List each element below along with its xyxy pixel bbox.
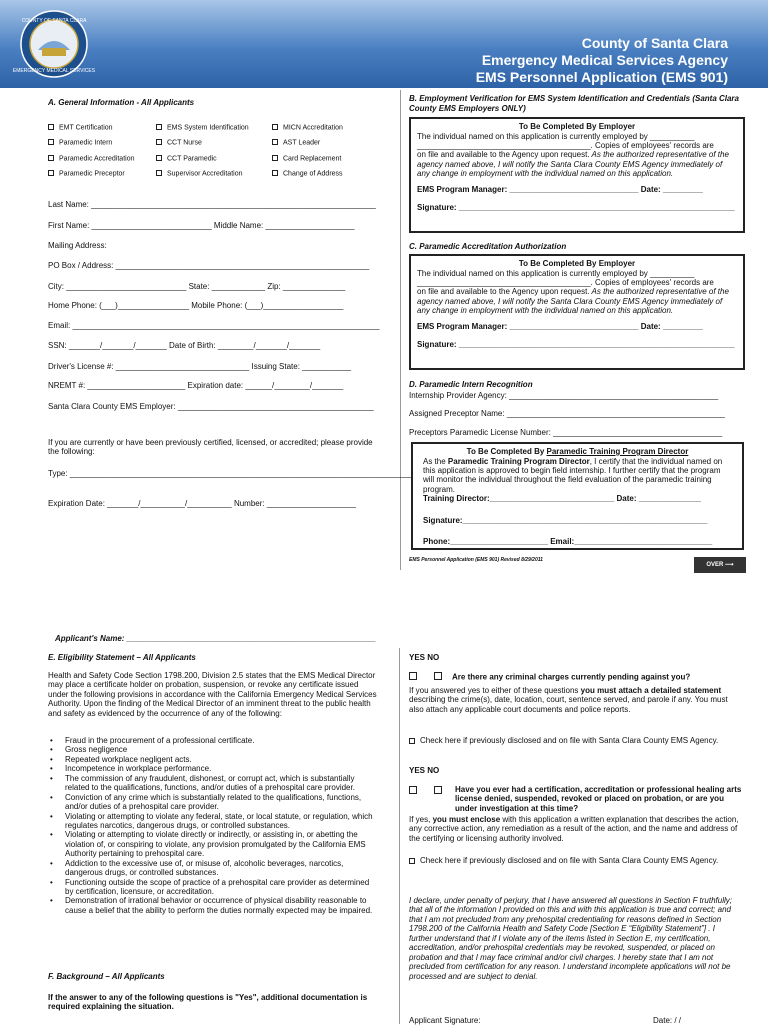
eligibility-list [48,736,378,915]
agency-name: Emergency Medical Services Agency [481,52,728,68]
checkbox[interactable] [156,155,162,161]
box-title: To Be Completed By Employer [518,259,636,268]
svg-text:EMERGENCY MEDICAL SERVICES: EMERGENCY MEDICAL SERVICES [12,68,96,74]
check-card-replacement[interactable]: Card Replacement [272,155,341,164]
signature-field[interactable]: Signature: ______________________________________________________________ [417,340,735,350]
mailing-address-label: Mailing Address: [48,241,107,250]
drivers-license-field[interactable]: Driver's License #: ______________________________ Issuing State: ___________ [48,362,352,371]
check-cct-nurse[interactable]: CCT Nurse [156,139,202,148]
list-item: • Repeated workplace negligent acts. [48,755,378,764]
yes-no-header-2: YES NO [409,766,440,775]
training-director-field[interactable]: Training Director:____________________________ Date: ______________ [423,494,701,504]
q2-text-c: with this application a written explanation that describes the action, any corrective action, any remediation as a result of the action, and the name and address of the certifying or licensing authority involved. [409,815,739,843]
checkbox[interactable] [156,139,162,145]
county-seal-logo [12,10,96,78]
no-checkbox[interactable] [434,672,442,680]
box-title-role: Paramedic Training Program Director [546,447,689,456]
phone-field[interactable]: Home Phone: (___)________________ Mobile Phone: (___)__________________ [48,301,344,310]
director-text-a: As the [423,456,448,466]
section-c-title: C. Paramedic Accreditation Authorization [409,242,567,251]
applicant-signature-field[interactable]: Applicant Signature: [409,1016,481,1025]
yes-checkbox[interactable] [409,672,417,680]
q1-text-a: If you answered yes to either of these questions [409,686,581,695]
q2-text-a: If yes, [409,815,433,824]
applicant-name-field[interactable]: Applicant's Name: ________________________________________________________ [55,634,376,643]
disclosed-checkbox-row-1[interactable] [409,736,739,745]
type-field[interactable]: Type: _____________________________________________________________________________ [48,469,413,478]
question-2-instructions [409,815,739,843]
over-arrow-button[interactable]: OVER ⟶ [694,557,746,573]
section-e-title: E. Eligibility Statement – All Applicants [48,653,196,662]
program-manager-field[interactable]: EMS Program Manager: _____________________________ Date: _________ [417,184,703,194]
city-state-zip-field[interactable]: City: ___________________________ State: ____________ Zip: ______________ [48,282,346,291]
check-change-of-address[interactable]: Change of Address [272,170,343,179]
box-title: To Be Completed By Employer [518,122,636,131]
q1-text-c: describing the crime(s), date, location, court, sentence served, and parole if any. You must also attach any applicable court documents and police reports. [409,695,728,714]
checkbox[interactable] [272,170,278,176]
list-item: • Gross negligence [48,745,378,754]
q1-text-b: you must attach a detailed statement [580,686,722,695]
checkbox[interactable] [272,155,278,161]
checkbox[interactable] [48,124,54,130]
list-item: • Addiction to the excessive use of, or misuse of, alcoholic beverages, narcotics, dangerous drugs, or controlled substances. [48,859,378,878]
checkbox[interactable] [156,170,162,176]
form-title: EMS Personnel Application (EMS 901) [475,69,728,85]
list-item: • Fraud in the procurement of a professional certificate. [48,736,378,745]
yes-checkbox[interactable] [409,786,417,794]
section-b-title: B. Employment Verification for EMS System Identification and Credentials (Santa Clara County EMS Employers ONLY) [409,94,739,113]
director-signature-field[interactable]: Signature:_______________________________________________________ [423,515,708,525]
header-banner [0,0,768,88]
column-divider-2 [399,648,400,1024]
director-text-c: , I certify that the individual named on this application is approved to begin field internship. I further certify that the program will monitor the individual throughout the field evaluation of the paramedic training program. [423,456,723,494]
signature-date-field[interactable]: Date: / / [653,1016,682,1025]
disclosed-text: Check here if previously disclosed and on file with Santa Clara County EMS Agency. [420,856,719,865]
preceptor-license-field[interactable]: Preceptors Paramedic License Number: ______________________________________ [409,428,723,437]
check-paramedic-intern[interactable]: Paramedic Intern [48,139,112,148]
checkbox[interactable] [272,139,278,145]
director-phone-email-field[interactable]: Phone:______________________ Email:_______________________________ [423,537,713,547]
employer-line-1[interactable]: The individual named on this application is currently employed by __________ [417,268,695,278]
paramedic-accreditation-box [409,254,745,370]
list-item: • The commission of any fraudulent, dishonest, or corrupt act, which is substantially related to the qualifications, functions, and/or duties of a prehospital care provider. [48,774,378,793]
po-box-field[interactable]: PO Box / Address: _________________________________________________________ [48,261,370,270]
checkbox[interactable] [48,139,54,145]
box-title [413,447,742,457]
assigned-preceptor-field[interactable]: Assigned Preceptor Name: _________________________________________________ [409,409,725,418]
records-statement: on file and available to the Agency upon request. [417,287,590,297]
first-middle-name-field[interactable]: First Name: ___________________________ Middle Name: ____________________ [48,221,355,230]
question-1-text: Are there any criminal charges currently pending against you? [452,672,691,682]
checkbox[interactable] [48,170,54,176]
check-emt[interactable]: EMT Certification [48,124,113,133]
email-field[interactable]: Email: _____________________________________________________________________ [48,321,380,330]
employer-line-2[interactable]: _______________________________________. Copies of employees' records are [417,278,714,288]
employer-line-1[interactable]: The individual named on this application is currently employed by __________ [417,131,695,141]
checkbox[interactable] [409,738,415,744]
q2-text-b: you must enclose [432,815,501,824]
question-1-row [409,672,745,682]
check-ems-system-id[interactable]: EMS System Identification [156,124,249,133]
program-manager-field[interactable]: EMS Program Manager: _____________________________ Date: _________ [417,321,703,331]
employer-field[interactable]: Santa Clara County EMS Employer: ____________________________________________ [48,402,374,411]
box-title-prefix: To Be Completed By [466,447,547,456]
list-item: • Functioning outside the scope of practice of a prehospital care provider as determined by certification, licensure, or accreditation. [48,878,378,897]
authorized-rep-statement: As the authorized representative of the agency named above, I will notify the Santa Clara County EMS Agency immediately of any change in employment with the individual named on this application. [417,150,729,179]
eligibility-intro: Health and Safety Code Section 1798.200, Division 2.5 states that the EMS Medical Director may place a certificate holder on probation, suspension, or revoke any certificate issued under the following provisions in accordance with the California Emergency Medical Services Authority. Upon the finding of the Medical Director of an imminent threat to the public health and safety as evidenced by the occurrence of any of the following: [48,671,377,718]
list-item: • Conviction of any crime which is substantially related to the qualifications, functions, and/or duties of a prehospital care provider. [48,793,378,812]
nremt-field[interactable]: NREMT #: ______________________ Expiration date: ______/________/_______ [48,381,344,390]
list-item: • Incompetence in workplace performance. [48,764,378,773]
declaration-text: I declare, under penalty of perjury, that I have answered all questions in Section F truthfully; that all of the information I provided on this and with this application is true and correct; and that I am not precluded from any prehospital credentialing for reasons defined in Section 1798.200 of the California Health and Safety Code [Section E “Eligibility Statement”] . I further understand that if I violate any of the items listed in Section E, my certification, accreditation, and/or prehospital credentials may be revoked, suspended, or placed on probation and that I may face criminal and/or civil charges. I hereby state that I am not precluded from certification for any reason. I understand incomplete applications will not be processed and are subject to denial. [409,896,732,981]
section-f-title: F. Background – All Applicants [48,972,165,981]
ssn-dob-field[interactable]: SSN: _______/_______/_______ Date of Birth: ________/_______/_______ [48,341,321,350]
previous-cert-text: If you are currently or have been previously certified, licensed, or accredited; please provide the following: [48,438,373,457]
check-micn[interactable]: MICN Accreditation [272,124,343,133]
column-divider [400,90,401,570]
director-text-b: Paramedic Training Program Director [447,456,590,466]
question-1-instructions [409,686,739,714]
section-a-title: A. General Information - All Applicants [48,98,195,107]
check-paramedic-accreditation[interactable]: Paramedic Accreditation [48,155,134,164]
expiration-number-field[interactable]: Expiration Date: _______/__________/__________ Number: ____________________ [48,499,356,508]
background-note: If the answer to any of the following questions is "Yes", additional documentation is required explaining the situation. [48,993,368,1012]
svg-text:COUNTY OF SANTA CLARA: COUNTY OF SANTA CLARA [21,18,87,24]
training-director-box [411,442,744,550]
employer-verification-box [409,117,745,233]
employer-line-2[interactable]: _______________________________________. Copies of employees' records are [417,141,714,151]
no-checkbox[interactable] [434,786,442,794]
checkbox[interactable] [156,124,162,130]
check-supervisor-accreditation[interactable]: Supervisor Accreditation [156,170,242,179]
disclosed-text: Check here if previously disclosed and on file with Santa Clara County EMS Agency. [420,736,719,745]
question-2-row [409,785,745,813]
question-2-text: Have you ever had a certification, accreditation or professional healing arts license denied, suspended, revoked or placed on probation, or are you under investigation at this time? [455,785,742,813]
disclosed-checkbox-row-2[interactable] [409,856,739,865]
signature-field[interactable]: Signature: ______________________________________________________________ [417,203,735,213]
checkbox[interactable] [48,155,54,161]
yes-no-header: YES NO [409,653,440,662]
last-name-field[interactable]: Last Name: ________________________________________________________________ [48,200,376,209]
authorized-rep-statement: As the authorized representative of the agency named above, I will notify the Santa Clara County EMS Agency immediately of any change in employment with the individual named on this application. [417,287,729,316]
records-statement: on file and available to the Agency upon request. [417,150,590,160]
check-cct-paramedic[interactable]: CCT Paramedic [156,155,217,164]
internship-provider-field[interactable]: Internship Provider Agency: _______________________________________________ [409,391,719,400]
check-ast-leader[interactable]: AST Leader [272,139,320,148]
agency-county: County of Santa Clara [581,35,728,51]
revision-note: EMS Personnel Application (EMS 901) Revised 8/29/2011 [409,557,543,563]
list-item: • Demonstration of irrational behavior or occurrence of physical disability reasonable to cause a belief that the ability to perform the duties normally expected may be impaired. [48,896,378,915]
list-item: • Violating or attempting to violate any federal, state, or local statute, or regulation, which regulates narcotics, dangerous drugs, or controlled substances. [48,812,378,831]
check-paramedic-preceptor[interactable]: Paramedic Preceptor [48,170,125,179]
section-d-title: D. Paramedic Intern Recognition [409,380,533,389]
checkbox[interactable] [272,124,278,130]
checkbox[interactable] [409,858,415,864]
list-item: • Violating or attempting to violate directly or indirectly, or assisting in, or abetting the violation of, or conspiring to violate, any provision promulgated by the California EMS Authority pertaining to prehospital care. [48,830,378,858]
